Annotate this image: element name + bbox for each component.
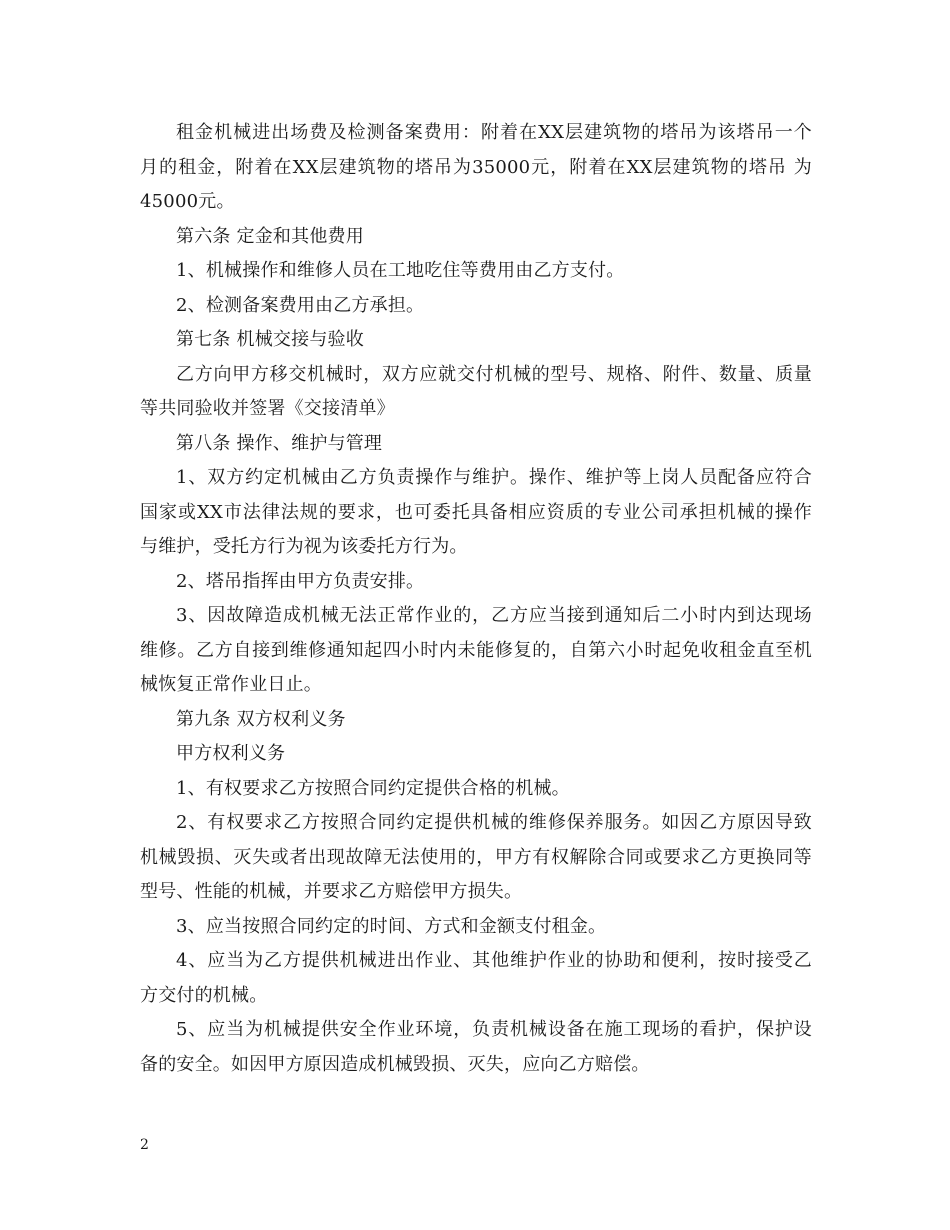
text-line: 5、应当为机械提供安全作业环境，负责机械设备在施工现场的看护，保护设 xyxy=(176,1019,812,1040)
text-line: 等共同验收并签署《交接清单》 xyxy=(140,398,395,419)
party-a-item-5 xyxy=(140,1013,812,1082)
article-6-item-1 xyxy=(140,254,812,289)
party-a-item-2 xyxy=(140,806,812,910)
article-8-item-1 xyxy=(140,461,812,565)
text-line: 租金机械进出场费及检测备案费用：附着在XX层建筑物的塔吊为该塔吊一个 xyxy=(176,122,812,143)
text-line: 4、应当为乙方提供机械进出作业、其他维护作业的协助和便利，按时接受乙 xyxy=(176,950,812,971)
text-line: 45000元。 xyxy=(140,191,235,212)
text-line: 2、检测备案费用由乙方承担。 xyxy=(176,294,425,316)
text-line: 2、塔吊指挥由甲方负责安排。 xyxy=(176,570,425,592)
text-line: 第九条 双方权利义务 xyxy=(176,708,346,730)
article-9-heading xyxy=(140,703,812,738)
text-line: 维修。乙方自接到维修通知起四小时内未能修复的，自第六小时起免收租金直至机 xyxy=(140,639,812,661)
party-a-item-4 xyxy=(140,944,812,1013)
text-line: 方交付的机械。 xyxy=(140,984,268,1006)
text-line: 1、双方约定机械由乙方负责操作与维护。操作、维护等上岗人员配备应符合 xyxy=(176,467,812,488)
party-a-item-1 xyxy=(140,772,812,807)
text-line: 3、应当按照合同约定的时间、方式和金额支付租金。 xyxy=(176,915,607,937)
text-line: 3、因故障造成机械无法正常作业的，乙方应当接到通知后二小时内到达现场 xyxy=(176,605,812,626)
text-line: 2、有权要求乙方按照合同约定提供机械的维修保养服务。如因乙方原因导致 xyxy=(176,812,812,833)
text-line: 甲方权利义务 xyxy=(176,743,286,764)
text-line: 备的安全。如因甲方原因造成机械毁损、灭失，应向乙方赔偿。 xyxy=(140,1053,650,1075)
document-body xyxy=(140,116,812,1082)
text-line: 第七条 机械交接与验收 xyxy=(176,329,364,350)
article-7-heading xyxy=(140,323,812,358)
article-8-item-2 xyxy=(140,565,812,600)
party-a-item-3 xyxy=(140,910,812,945)
article-8-heading xyxy=(140,427,812,462)
paragraph-rental-fee xyxy=(140,116,812,220)
text-line: 1、有权要求乙方按照合同约定提供合格的机械。 xyxy=(176,777,570,799)
party-a-heading xyxy=(140,737,812,772)
article-8-item-3 xyxy=(140,599,812,703)
article-6-heading xyxy=(140,220,812,255)
text-line: 月的租金，附着在XX层建筑物的塔吊为35000元，附着在XX层建筑物的塔吊 为 xyxy=(140,156,812,178)
text-line: 乙方向甲方移交机械时，双方应就交付机械的型号、规格、附件、数量、质量 xyxy=(176,363,812,385)
text-line: 型号、性能的机械，并要求乙方赔偿甲方损失。 xyxy=(140,881,523,902)
text-line: 与维护，受托方行为视为该委托方行为。 xyxy=(140,536,468,557)
article-7-body xyxy=(140,358,812,427)
page-number: 2 xyxy=(140,1137,149,1153)
text-line: 机械毁损、灭失或者出现故障无法使用的，甲方有权解除合同或要求乙方更换同等 xyxy=(140,846,812,868)
text-line: 第八条 操作、维护与管理 xyxy=(176,432,383,454)
text-line: 国家或XX市法律法规的要求，也可委托具备相应资质的专业公司承担机械的操作 xyxy=(140,501,812,523)
text-line: 1、机械操作和维修人员在工地吃住等费用由乙方支付。 xyxy=(176,260,625,281)
text-line: 第六条 定金和其他费用 xyxy=(176,225,364,247)
text-line: 械恢复正常作业日止。 xyxy=(140,674,322,695)
article-6-item-2 xyxy=(140,289,812,324)
